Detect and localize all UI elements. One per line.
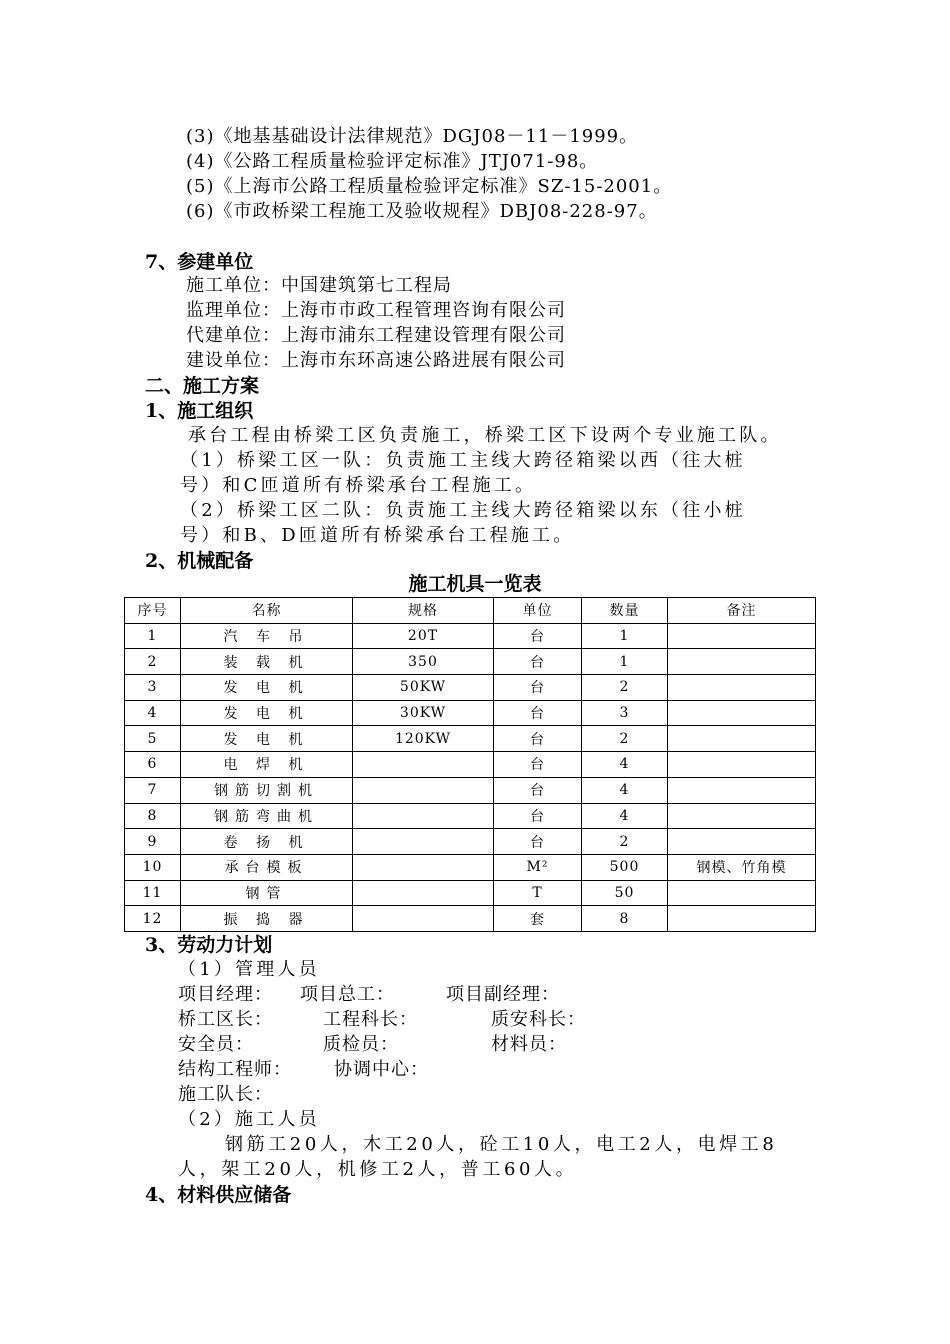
team-1-line-1: （1）桥梁工区一队：负责施工主线大跨径箱梁以西（往大桩 [180,450,746,471]
table-row [125,854,816,880]
cell-name: 钢管 [181,880,353,906]
cell-unit: T [494,880,582,906]
cell-note [668,675,816,701]
table-row [125,726,816,752]
cell-unit: 台 [494,803,582,829]
cell-qty: 4 [582,752,668,778]
cell-index: 8 [125,803,181,829]
table-row [125,675,816,701]
workers-line-1: 钢筋工20人，木工20人，砼工10人，电工2人，电焊工8 [225,1134,778,1155]
cell-name: 钢筋切割机 [181,777,353,803]
cell-index: 12 [125,906,181,932]
cell-spec [353,803,494,829]
cell-qty: 500 [582,854,668,880]
cell-qty: 1 [582,623,668,649]
cell-qty: 4 [582,777,668,803]
staff-team-leader: 施工队长： [178,1084,273,1105]
cell-spec [353,854,494,880]
table-row [125,752,816,778]
staff-district-chief: 桥工区长： [178,1009,273,1030]
cell-qty: 2 [582,675,668,701]
table-row [125,649,816,675]
cell-qty: 1 [582,649,668,675]
cell-unit: 台 [494,752,582,778]
cell-spec [353,829,494,855]
workers-subheading: （2）施工人员 [178,1109,320,1130]
staff-project-manager: 项目经理： [178,984,273,1005]
cell-note [668,803,816,829]
unit-supervision: 监理单位：上海市市政工程管理咨询有限公司 [186,300,566,321]
cell-note [668,829,816,855]
staff-material-officer: 材料员： [491,1034,567,1055]
cell-note: 钢模、竹角模 [668,854,816,880]
cell-unit: 台 [494,675,582,701]
cell-note [668,880,816,906]
cell-index: 9 [125,829,181,855]
section-3-heading: 3、劳动力计划 [145,934,273,956]
table-row [125,880,816,906]
staff-chief-engineer: 项目总工： [300,984,395,1005]
cell-qty: 2 [582,829,668,855]
table-title: 施工机具一览表 [408,573,542,595]
cell-spec [353,752,494,778]
cell-note [668,726,816,752]
header-spec: 规格 [353,598,494,624]
staff-safety-chief: 质安科长： [491,1009,586,1030]
cell-spec: 30KW [353,700,494,726]
cell-name: 承台模板 [181,854,353,880]
cell-spec: 120KW [353,726,494,752]
cell-note [668,906,816,932]
cell-name: 发 电 机 [181,726,353,752]
cell-name: 钢筋弯曲机 [181,803,353,829]
table-header-row [125,598,816,624]
cell-name: 装 载 机 [181,649,353,675]
cell-unit: 套 [494,906,582,932]
equipment-table [124,597,816,932]
cell-qty: 4 [582,803,668,829]
staff-quality-inspector: 质检员： [323,1034,399,1055]
cell-note [668,752,816,778]
cell-qty: 50 [582,880,668,906]
part-2-heading: 二、施工方案 [145,375,260,397]
unit-owner: 建设单位：上海市东环高速公路进展有限公司 [186,350,566,371]
cell-qty: 3 [582,700,668,726]
staff-engineering-chief: 工程科长： [323,1009,418,1030]
cell-index: 11 [125,880,181,906]
cell-index: 1 [125,623,181,649]
header-note: 备注 [668,598,816,624]
cell-spec [353,777,494,803]
cell-index: 10 [125,854,181,880]
cell-unit: 台 [494,700,582,726]
section-7-heading: 7、参建单位 [145,251,254,273]
cell-index: 7 [125,777,181,803]
cell-name: 发 电 机 [181,675,353,701]
org-paragraph: 承台工程由桥梁工区负责施工，桥梁工区下设两个专业施工队。 [188,425,782,446]
cell-spec [353,906,494,932]
cell-name: 振 捣 器 [181,906,353,932]
cell-index: 6 [125,752,181,778]
cell-unit: 台 [494,649,582,675]
workers-line-2: 人，架工20人，机修工2人，普工60人。 [178,1159,578,1180]
cell-index: 5 [125,726,181,752]
cell-spec [353,880,494,906]
reference-2: (3)《地基基础设计法律规范》DGJ08－11－1999。 [186,126,639,147]
team-1-line-2: 号）和C匝道所有桥梁承台工程施工。 [180,475,537,496]
cell-qty: 2 [582,726,668,752]
staff-structural-engineer: 结构工程师： [178,1059,292,1080]
section-4-heading: 4、材料供应储备 [145,1184,292,1206]
table-row [125,829,816,855]
cell-spec: 350 [353,649,494,675]
cell-unit: 台 [494,623,582,649]
reference-5: (6)《市政桥梁工程施工及验收规程》DBJ08-228-97。 [186,201,658,222]
reference-4: (5)《上海市公路工程质量检验评定标准》SZ-15-2001。 [186,176,673,197]
cell-spec: 50KW [353,675,494,701]
cell-name: 汽 车 吊 [181,623,353,649]
team-2-line-1: （2）桥梁工区二队：负责施工主线大跨径箱梁以东（往小桩 [180,500,746,521]
table-row [125,623,816,649]
header-qty: 数量 [582,598,668,624]
cell-note [668,777,816,803]
cell-name: 卷 扬 机 [181,829,353,855]
staff-safety-officer: 安全员： [178,1034,254,1055]
cell-note [668,700,816,726]
header-index: 序号 [125,598,181,624]
unit-construction: 施工单位：中国建筑第七工程局 [186,275,452,296]
cell-index: 3 [125,675,181,701]
cell-index: 4 [125,700,181,726]
table-row [125,700,816,726]
staff-deputy-manager: 项目副经理： [446,984,560,1005]
cell-note [668,649,816,675]
cell-note [668,623,816,649]
staff-coordination-center: 协调中心： [334,1059,429,1080]
cell-spec: 20T [353,623,494,649]
cell-unit: 台 [494,726,582,752]
section-1-heading: 1、施工组织 [145,400,254,422]
management-subheading: （1）管理人员 [178,959,320,980]
table-row [125,906,816,932]
cell-name: 电 焊 机 [181,752,353,778]
cell-name: 发 电 机 [181,700,353,726]
team-2-line-2: 号）和B、D匝道所有桥梁承台工程施工。 [180,525,575,546]
unit-agent: 代建单位：上海市浦东工程建设管理有限公司 [186,325,566,346]
cell-unit: M² [494,854,582,880]
table-row [125,803,816,829]
cell-unit: 台 [494,777,582,803]
table-row [125,777,816,803]
header-unit: 单位 [494,598,582,624]
cell-qty: 8 [582,906,668,932]
cell-unit: 台 [494,829,582,855]
header-name: 名称 [181,598,353,624]
cell-index: 2 [125,649,181,675]
section-2-heading: 2、机械配备 [145,550,254,572]
reference-3: (4)《公路工程质量检验评定标准》JTJ071-98。 [186,151,599,172]
